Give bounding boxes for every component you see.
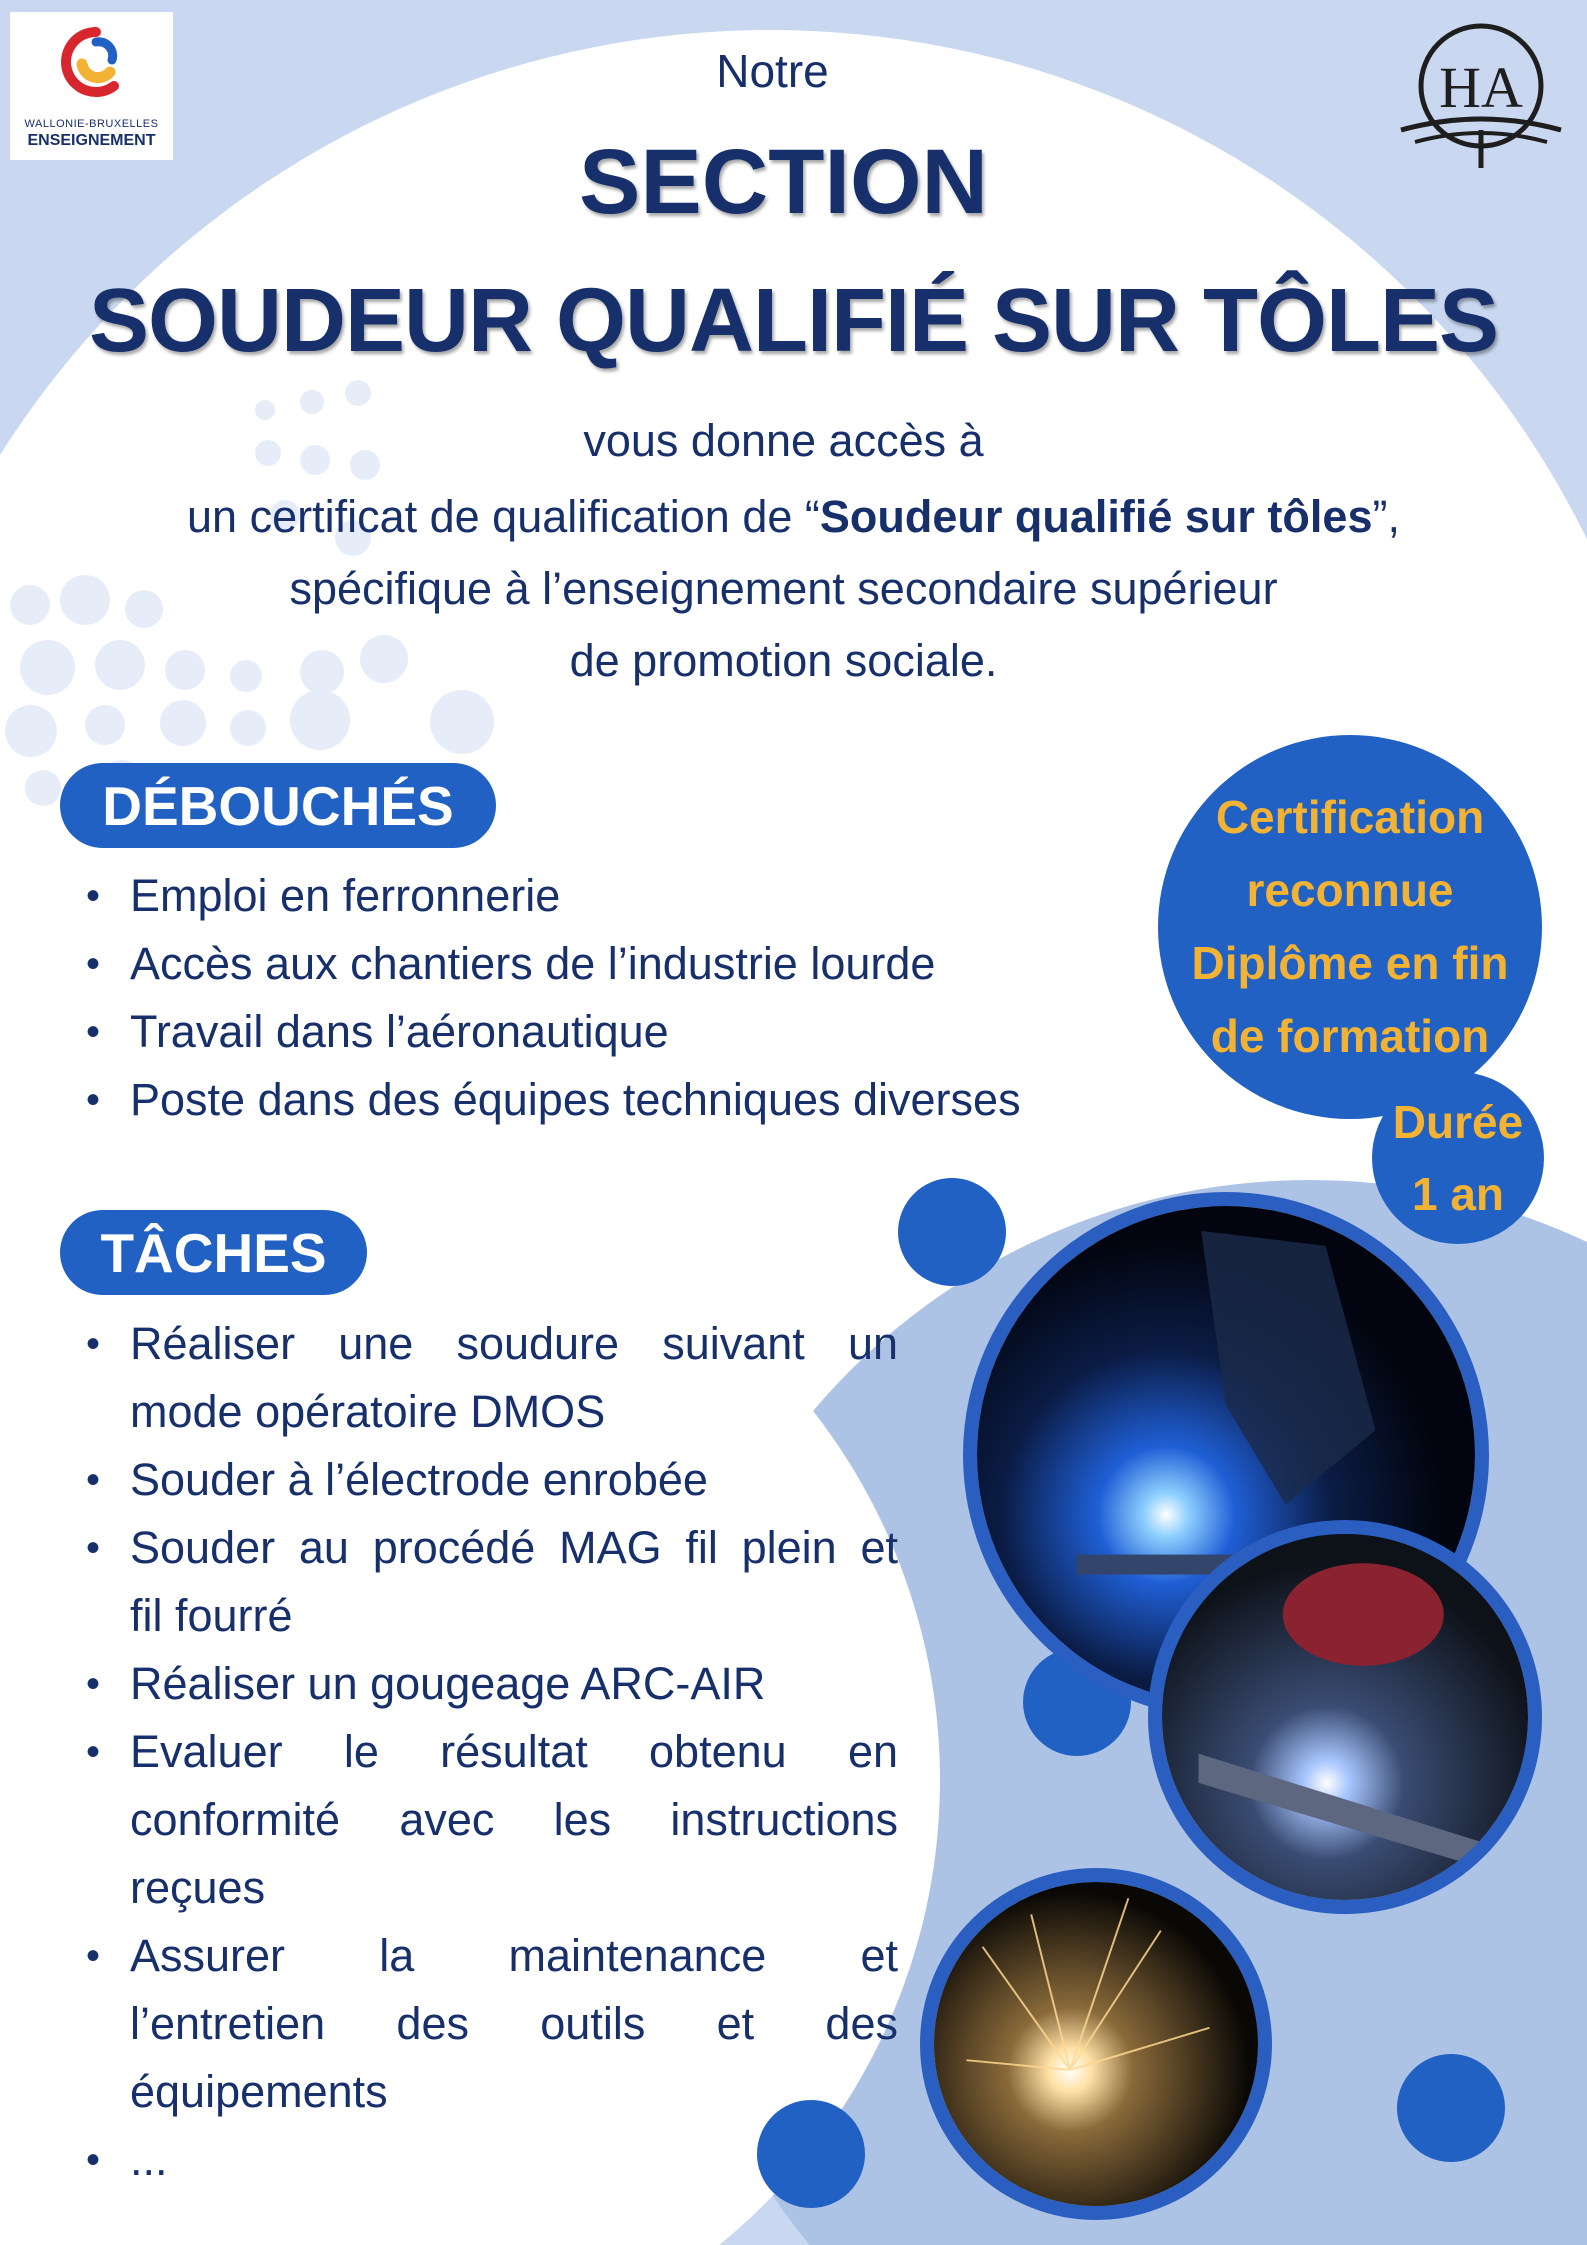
debouches-heading: DÉBOUCHÉS	[60, 763, 496, 848]
list-item: • Assurer la maintenance et l’entretien des outils et des équipements	[86, 1930, 898, 2117]
taches-heading: TÂCHES	[60, 1210, 367, 1295]
list-item: • Souder à l’électrode enrobée	[86, 1454, 708, 1505]
logo-line1: WALLONIE-BRUXELLES	[24, 118, 159, 130]
intro-line2	[0, 480, 1587, 554]
intro-line3: spécifique à l’enseignement secondaire supérieur	[289, 563, 1278, 614]
intro-line2-post: ”,	[1372, 491, 1400, 542]
ha-monogram-text: HA	[1439, 55, 1523, 120]
sparks-closeup-photo	[920, 1868, 1272, 2220]
list-item: • Emploi en ferronnerie	[86, 870, 561, 921]
deco-dot	[898, 1178, 1006, 1286]
logo-line2: ENSEIGNEMENT	[27, 132, 156, 149]
intro-line1: vous donne accès à	[583, 415, 984, 466]
deco-dot	[1397, 2054, 1505, 2162]
list-item: • Travail dans l’aéronautique	[86, 1006, 669, 1057]
notre-label: Notre	[716, 45, 829, 97]
list-item: • Poste dans des équipes techniques diverses	[86, 1074, 1021, 1125]
list-item: • Réaliser une soudure suivant un mode opératoire DMOS	[86, 1318, 898, 1437]
list-item: • Evaluer le résultat obtenu en conformité avec les instructions reçues	[86, 1726, 898, 1913]
duree-badge: Durée 1 an	[1372, 1072, 1544, 1244]
intro-line2-bold: Soudeur qualifié sur tôles	[819, 491, 1373, 542]
list-item: • Souder au procédé MAG fil plein et fil fourré	[86, 1522, 898, 1641]
page-title: SOUDEUR QUALIFIÉ SUR TÔLES	[88, 271, 1499, 371]
list-item: • Réaliser un gougeage ARC-AIR	[86, 1658, 766, 1709]
list-item: • ...	[86, 2134, 168, 2185]
taches-list	[68, 1310, 898, 2194]
section-label: SECTION	[579, 131, 988, 233]
debouches-list	[68, 862, 1168, 1134]
certification-badge: Certification reconnue Diplôme en fin de formation	[1158, 735, 1542, 1119]
intro-line2-pre: un certificat de qualification de “	[187, 491, 820, 542]
intro-line4: de promotion sociale.	[569, 635, 998, 686]
list-item: • Accès aux chantiers de l’industrie lourde	[86, 938, 936, 989]
welder-mask-photo	[1148, 1520, 1542, 1914]
